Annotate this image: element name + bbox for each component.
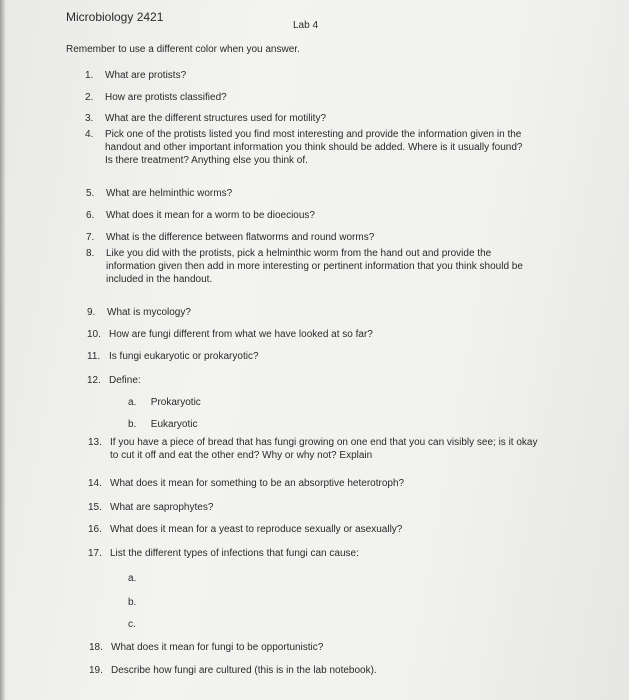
question-4 — [85, 128, 523, 167]
question-6 — [86, 209, 315, 222]
question-text-line: handout and other important information you think should be added. Where is it usually found? — [105, 142, 523, 153]
lab-title: Lab 4 — [293, 20, 319, 31]
question-number: 9. — [87, 307, 96, 318]
question-16 — [88, 523, 402, 536]
question-text-line: included in the handout. — [106, 274, 213, 285]
question-number: 15. — [88, 502, 102, 513]
question-8 — [86, 247, 523, 286]
instruction-text: Remember to use a different color when you answer. — [66, 44, 300, 55]
question-text: Is fungi eukaryotic or prokaryotic? — [109, 351, 259, 362]
question-text: What is the difference between flatworms and round worms? — [106, 232, 375, 243]
question-text-line: information given then add in more interesting or pertinent information that you think should be — [106, 261, 523, 272]
sub-letter: b. — [128, 419, 137, 430]
question-number: 10. — [87, 329, 101, 340]
question-number: 18. — [89, 642, 103, 653]
question-number: 3. — [85, 113, 94, 124]
question-text: What is mycology? — [107, 307, 191, 318]
q12-sub-b — [128, 419, 197, 430]
question-text: How are protists classified? — [105, 92, 227, 103]
question-number: 7. — [86, 232, 95, 243]
question-number: 16. — [88, 524, 102, 535]
question-number: 13. — [88, 437, 102, 448]
question-7 — [86, 231, 374, 244]
question-14 — [88, 477, 404, 490]
sub-text: Eukaryotic — [150, 419, 198, 430]
question-18 — [89, 641, 323, 654]
question-number: 1. — [85, 70, 94, 81]
sub-text: Prokaryotic — [150, 397, 201, 408]
question-12 — [87, 374, 141, 387]
question-text-line: to cut it off and eat the other end? Why or why not? Explain — [110, 450, 373, 461]
question-1 — [85, 69, 186, 82]
question-text: What are helminthic worms? — [106, 188, 233, 199]
question-text: What are protists? — [105, 70, 187, 81]
question-number: 6. — [86, 210, 95, 221]
question-text: What does it mean for fungi to be opportunistic? — [111, 642, 324, 653]
question-text: What are the different structures used for motility? — [105, 113, 327, 124]
question-2 — [85, 91, 227, 104]
question-19 — [89, 664, 377, 677]
question-5 — [86, 187, 232, 200]
question-text-line: Is there treatment? Anything else you think of. — [105, 155, 308, 166]
question-number: 4. — [85, 129, 94, 140]
sub-letter: b. — [128, 597, 137, 608]
question-number: 19. — [89, 665, 103, 676]
sub-letter: a. — [128, 573, 137, 584]
q12-sub-a — [128, 397, 201, 408]
q17-sub-b — [128, 597, 148, 608]
question-text: What does it mean for something to be an absorptive heterotroph? — [110, 478, 405, 489]
question-text-line: If you have a piece of bread that has fungi growing on one end that you can visibly see; is it okay — [110, 437, 538, 448]
question-number: 2. — [85, 92, 94, 103]
question-3 — [85, 112, 326, 125]
question-text: What does it mean for a worm to be dioecious? — [106, 210, 315, 221]
question-number: 17. — [88, 548, 102, 559]
question-number: 11. — [87, 351, 101, 362]
question-text: How are fungi different from what we have looked at so far? — [109, 329, 373, 340]
question-text: List the different types of infections that fungi can cause: — [110, 548, 359, 559]
q17-sub-c — [128, 619, 148, 630]
question-11 — [87, 350, 259, 363]
question-text-line: Pick one of the protists listed you find most interesting and provide the information given in the — [105, 129, 522, 140]
sub-letter: c. — [128, 619, 136, 630]
question-text: Describe how fungi are cultured (this is in the lab notebook). — [111, 665, 377, 676]
question-text: Define: — [109, 375, 141, 386]
question-10 — [87, 328, 373, 341]
question-number: 12. — [87, 375, 101, 386]
question-17 — [88, 547, 359, 560]
question-text: What does it mean for a yeast to reproduce sexually or asexually? — [110, 524, 403, 535]
question-number: 14. — [88, 478, 102, 489]
page-edge-shadow — [0, 0, 6, 700]
question-text-line: Like you did with the protists, pick a helminthic worm from the hand out and provide the — [106, 248, 492, 259]
sub-letter: a. — [128, 397, 137, 408]
q17-sub-a — [128, 573, 148, 584]
course-title: Microbiology 2421 — [66, 10, 164, 24]
question-text: What are saprophytes? — [110, 502, 214, 513]
question-9 — [87, 306, 191, 319]
question-15 — [88, 501, 213, 514]
question-number: 8. — [86, 248, 95, 259]
question-13 — [88, 436, 538, 462]
question-number: 5. — [86, 188, 95, 199]
